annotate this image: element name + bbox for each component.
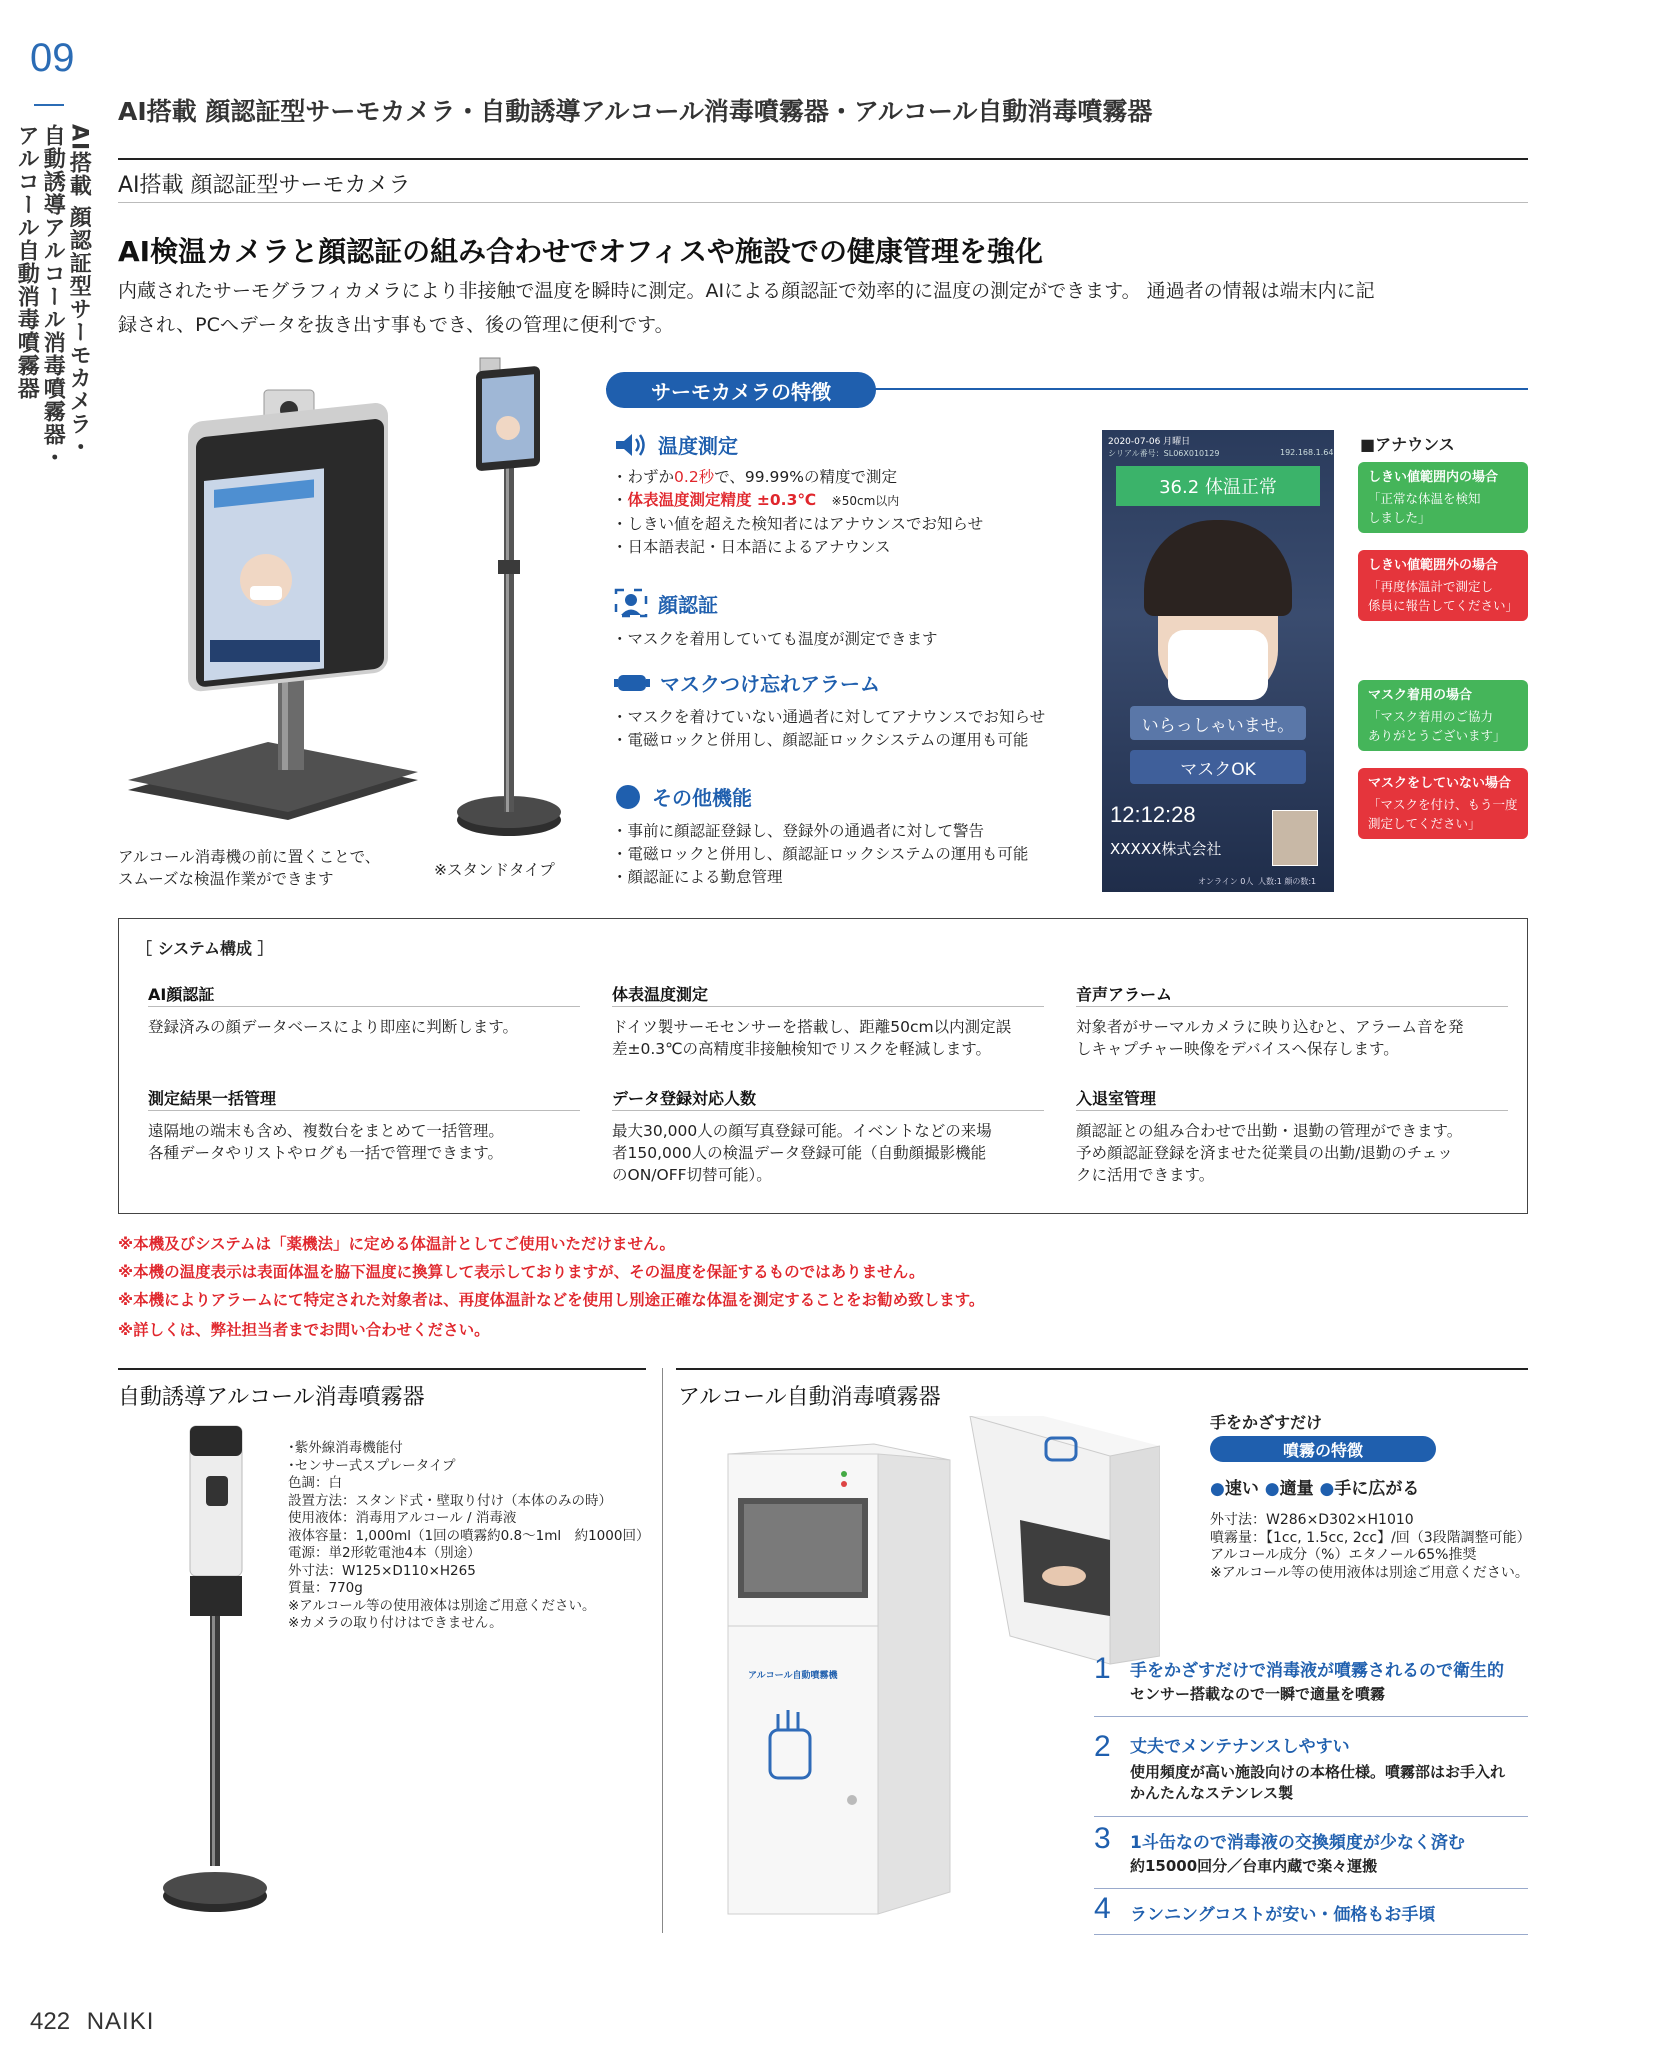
announce-box-normal: しきい値範囲内の場合 「正常な体温を検知 しました」	[1358, 462, 1528, 533]
point-number: 4	[1094, 1892, 1111, 1925]
chapter-divider	[34, 104, 64, 106]
system-item-rule	[148, 1006, 580, 1007]
alcohol-dispenser-rule	[676, 1368, 1528, 1370]
warning-line: ※本機及びシステムは「薬機法」に定める体温計としてご使用いただけません。	[118, 1235, 675, 1253]
side-title-2: 自動誘導アルコール消毒噴霧器・	[40, 124, 66, 469]
system-item-rule	[612, 1006, 1044, 1007]
thermo-rule	[118, 202, 1528, 203]
mask-feature-list: ・ マスクを着けていない通過者に対してアナウンスでお知らせ ・ 電磁ロックと併用し、顔認証ロックシステムの運用も可能	[612, 706, 1045, 752]
point-rule	[1094, 1888, 1528, 1889]
system-item-text: 最大30,000人の顔写真登録可能。イベントなどの来場 者150,000人の検温データ登録可能（自動顔撮影機能 のON/OFF切替可能）。	[612, 1122, 992, 1184]
hand-only-label: 手をかざすだけ	[1210, 1413, 1323, 1432]
column-divider	[662, 1368, 663, 1933]
system-item-text: 登録済みの顔データベースにより即座に判断します。	[148, 1018, 518, 1036]
point-text: 使用頻度が高い施設向けの本格仕様。噴霧部はお手入れ かんたんなステンレス製	[1130, 1763, 1506, 1802]
temp-feature-title: 温度測定	[614, 430, 738, 459]
alcohol-dispenser-specs: 外寸法：W286×D302×H1010 噴霧量：【1cc, 1.5cc, 2cc】/回（3段階調整可能） アルコール成分（%）エタノール65%推奨 ※アルコール等の使用液体は別途ご用意ください。	[1210, 1512, 1531, 1581]
point-heading: 手をかざすだけで消毒液が噴霧されるので衛生的	[1130, 1661, 1504, 1681]
point-heading: 丈夫でメンテナンスしやすい	[1130, 1737, 1350, 1757]
temp-normal-banner: 36.2 体温正常	[1116, 466, 1320, 506]
warning-line: ※本機の温度表示は表面体温を脇下温度に換算して表示しておりますが、その温度を保証するものではありません。	[118, 1263, 925, 1281]
system-item-heading: 入退室管理	[1076, 1089, 1157, 1108]
temp-line-1: ・ わずか0.2秒で、99.99%の精度で測定	[612, 466, 983, 489]
side-title-3: アルコール自動消毒噴霧器	[14, 124, 40, 400]
face-feature-title: 顔認証	[614, 588, 718, 618]
announce-heading: ■アナウンス	[1360, 435, 1455, 454]
stand-thermo-camera-image	[446, 350, 576, 840]
page-header-title: AI搭載 顔認証型サーモカメラ・自動誘導アルコール消毒噴霧器・アルコール自動消毒噴霧器	[118, 97, 1153, 126]
system-item-heading: 測定結果一括管理	[148, 1089, 277, 1108]
auto-dispenser-image	[150, 1420, 290, 1920]
system-item-text: 顔認証との組み合わせで出勤・退勤の管理ができます。 予め顔認証登録を済ませた従業員の出勤/退勤のチェッ クに活用できます。	[1076, 1122, 1463, 1184]
side-title-1: AI搭載 顔認証型サーモカメラ・	[66, 124, 92, 459]
point-text: 約15000回分／台車内蔵で楽々運搬	[1130, 1857, 1378, 1875]
point-number: 2	[1094, 1730, 1111, 1763]
other-feature-list: ・ 事前に顔認証登録し、登録外の通過者に対して警告 ・ 電磁ロックと併用し、顔認証ロックシステムの運用も可能 ・ 顔認証による勤怠管理	[612, 820, 1028, 889]
mist-feature-pill: 噴霧の特徴	[1210, 1436, 1436, 1462]
auto-dispenser-specs: ･紫外線消毒機能付 ･センサー式スプレータイプ 色調：白 設置方法：スタンド式・壁取り付け（本体のみの時） 使用液体：消毒用アルコール / 消毒液 液体容量：1,000ml（1回の噴霧約0.8～1ml 約1000回） 電源：単2形乾電池4本（別途） 外寸法：W125×D110×H265 質量：770g ※アルコール等の使用液体は別途ご用意ください。 ※カメラの取り付けはできません。	[288, 1440, 650, 1631]
point-number: 1	[1094, 1652, 1111, 1685]
thermo-lead: AI検温カメラと顔認証の組み合わせでオフィスや施設での健康管理を強化	[118, 235, 1044, 268]
circle-bullet-icon	[614, 783, 642, 811]
announce-box-no-mask: マスクをしていない場合 「マスクを付け、もう一度 測定してください」	[1358, 768, 1528, 839]
thumbnail-photo	[1272, 810, 1318, 866]
auto-dispenser-rule	[118, 1368, 646, 1370]
system-item-rule	[1076, 1110, 1508, 1111]
announce-box-mask: マスク着用の場合 「マスク着用のご協力 ありがとうございます」	[1358, 680, 1528, 751]
system-item-rule	[1076, 1006, 1508, 1007]
point-text: センサー搭載なので一瞬で適量を噴霧	[1130, 1685, 1386, 1703]
system-item-heading: 体表温度測定	[612, 985, 709, 1004]
thermo-intro: 内蔵されたサーモグラフィカメラにより非接触で温度を瞬時に測定。AIによる顔認証で効率的に温度の測定ができます。 通過者の情報は端末内に記 録され、PCへデータを抜き出す事もでき、後の管理に便利です。	[118, 280, 1375, 336]
system-title: ［ システム構成 ］	[136, 939, 274, 958]
mask-feature-title: マスクつけ忘れアラーム	[614, 668, 880, 697]
stand-caption: ※スタンドタイプ	[434, 861, 555, 879]
system-item-rule	[612, 1110, 1044, 1111]
point-rule	[1094, 1816, 1528, 1817]
other-feature-title: その他機能	[614, 782, 752, 811]
auto-dispenser-title: 自動誘導アルコール消毒噴霧器	[118, 1385, 425, 1410]
point-heading: 1斗缶なので消毒液の交換頻度が少なく済む	[1130, 1833, 1465, 1853]
system-item-rule	[148, 1110, 580, 1111]
hair-shape	[1144, 520, 1292, 616]
mask-icon	[614, 671, 650, 695]
cabinet-label: アルコール自動噴霧機	[748, 1671, 838, 1681]
point-heading: ランニングコストが安い・価格もお手頃	[1130, 1905, 1436, 1925]
temp-feature-list: ・ わずか0.2秒で、99.99%の精度で測定 ・ 体表温度測定精度 ±0.3℃ ※50cm以内 ・ しきい値を超えた検知者にはアナウンスでお知らせ ・ 日本語表記・日本語によるアナウンス	[612, 466, 983, 559]
system-item-heading: AI顔認証	[148, 985, 215, 1004]
mist-features: ●速い ●適量 ●手に広がる	[1210, 1479, 1420, 1499]
announce-box-abnormal: しきい値範囲外の場合 「再度体温計で測定し 係員に報告してください」	[1358, 550, 1528, 621]
alcohol-dispenser-title: アルコール自動消毒噴霧器	[678, 1385, 941, 1410]
warning-line: ※詳しくは、弊社担当者までお問い合わせください。	[118, 1321, 490, 1339]
alcohol-cabinet-closeup-image	[960, 1416, 1160, 1666]
system-item-text: 対象者がサーマルカメラに映り込むと、アラーム音を発 しキャプチャー映像をデバイスへ保存します。	[1076, 1018, 1464, 1058]
features-pill: サーモカメラの特徴	[606, 372, 876, 408]
desk-thermo-camera-image	[118, 350, 438, 820]
system-item-text: 遠隔地の端末も含め、複数台をまとめて一括管理。 各種データやリストやログも一括で管理できます。	[148, 1122, 504, 1162]
face-feature-list: ・ マスクを着用していても温度が測定できます	[612, 628, 938, 651]
point-rule	[1094, 1716, 1528, 1717]
warning-line: ※本機によりアラームにて特定された対象者は、再度体温計などを使用し別途正確な体温を測定することをお勧め致します。	[118, 1291, 985, 1309]
speaker-icon	[614, 432, 648, 458]
page-footer: 422 NAIKI	[30, 2008, 155, 2035]
face-scan-icon	[614, 588, 648, 618]
mask-shape	[1168, 630, 1268, 700]
thermo-section-title: AI搭載 顔認証型サーモカメラ	[118, 173, 411, 198]
temp-line-2: ・ 体表温度測定精度 ±0.3℃ ※50cm以内	[612, 489, 983, 513]
header-rule	[118, 158, 1528, 160]
system-item-text: ドイツ製サーモセンサーを搭載し、距離50cm以内測定誤 差±0.3℃の高精度非接触検知でリスクを軽減します。	[612, 1018, 1012, 1058]
point-number: 3	[1094, 1822, 1111, 1855]
desk-caption: アルコール消毒機の前に置くことで、 スムーズな検温作業ができます	[118, 848, 381, 888]
system-item-heading: 音声アラーム	[1076, 985, 1173, 1004]
point-rule	[1094, 1934, 1528, 1935]
system-item-heading: データ登録対応人数	[612, 1089, 757, 1108]
device-screen-image: 2020-07-06 月曜日 シリアル番号：SL06X010129 192.168.1.64 36.2 体温正常 いらっしゃいませ。 マスクOK 12:12:28 XXXXX株式会社 オンライン 0人 人数:1 顔の数:1	[1102, 430, 1334, 892]
chapter-number: 09	[30, 36, 75, 80]
